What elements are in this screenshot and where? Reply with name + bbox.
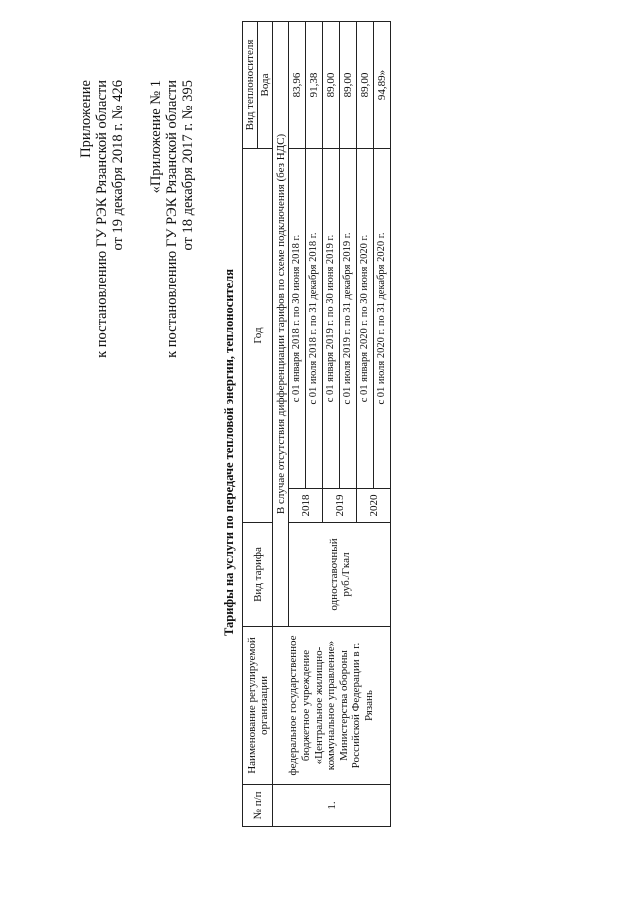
header-year: Год — [243, 149, 273, 523]
section-note: В случае отсутствия дифференциации тарифов по схеме подключения (без НДС) — [273, 22, 289, 627]
value-cell: 89,00 — [323, 22, 340, 149]
appendix-header — [78, 80, 126, 640]
prior-appendix-resolution: к постановлению ГУ РЭК Рязанской области — [164, 80, 180, 358]
prior-appendix-header — [148, 80, 196, 640]
appendix-date: от 19 декабря 2018 г. № 426 — [110, 80, 126, 251]
document-title: Тарифы на услуги по передаче тепловой энергии, теплоносителя — [222, 268, 236, 637]
year-cell: 2018 — [289, 489, 323, 523]
period-cell: с 01 января 2019 г. по 30 июня 2019 г. — [323, 149, 340, 489]
header-tariff-type: Вид тарифа — [243, 523, 273, 627]
value-cell: 89,00 — [340, 22, 357, 149]
value-cell: 94,89» — [374, 22, 391, 149]
row-number: 1. — [273, 785, 391, 827]
header-water: Вода — [258, 22, 273, 149]
value-cell: 91,38 — [306, 22, 323, 149]
period-cell: с 01 января 2018 г. по 30 июня 2018 г. — [289, 149, 306, 489]
year-cell: 2019 — [323, 489, 357, 523]
tariff-table — [242, 21, 391, 827]
year-cell: 2020 — [357, 489, 391, 523]
appendix-label: Приложение — [78, 80, 94, 158]
prior-appendix-label: «Приложение № 1 — [148, 80, 164, 194]
value-cell: 83,96 — [289, 22, 306, 149]
period-cell: с 01 января 2020 г. по 30 июня 2020 г. — [357, 149, 374, 489]
tariff-type-cell: одноставочный руб./Гкал — [289, 523, 391, 627]
period-cell: с 01 июля 2020 г. по 31 декабря 2020 г. — [374, 149, 391, 489]
header-number: № п/п — [243, 785, 273, 827]
organization-name: федеральное государственное бюджетное учреждение «Центральное жилищно-коммунальное управление» Министерства обороны Российской Федерации в г. Рязань — [273, 627, 391, 785]
prior-appendix-date: от 18 декабря 2017 г. № 395 — [180, 80, 196, 251]
value-cell: 89,00 — [357, 22, 374, 149]
period-cell: с 01 июля 2018 г. по 31 декабря 2018 г. — [306, 149, 323, 489]
header-organization: Наименование регулируемой организации — [243, 627, 273, 785]
header-carrier: Вид теплоносителя — [243, 22, 258, 149]
appendix-resolution: к постановлению ГУ РЭК Рязанской области — [94, 80, 110, 358]
period-cell: с 01 июля 2019 г. по 31 декабря 2019 г. — [340, 149, 357, 489]
